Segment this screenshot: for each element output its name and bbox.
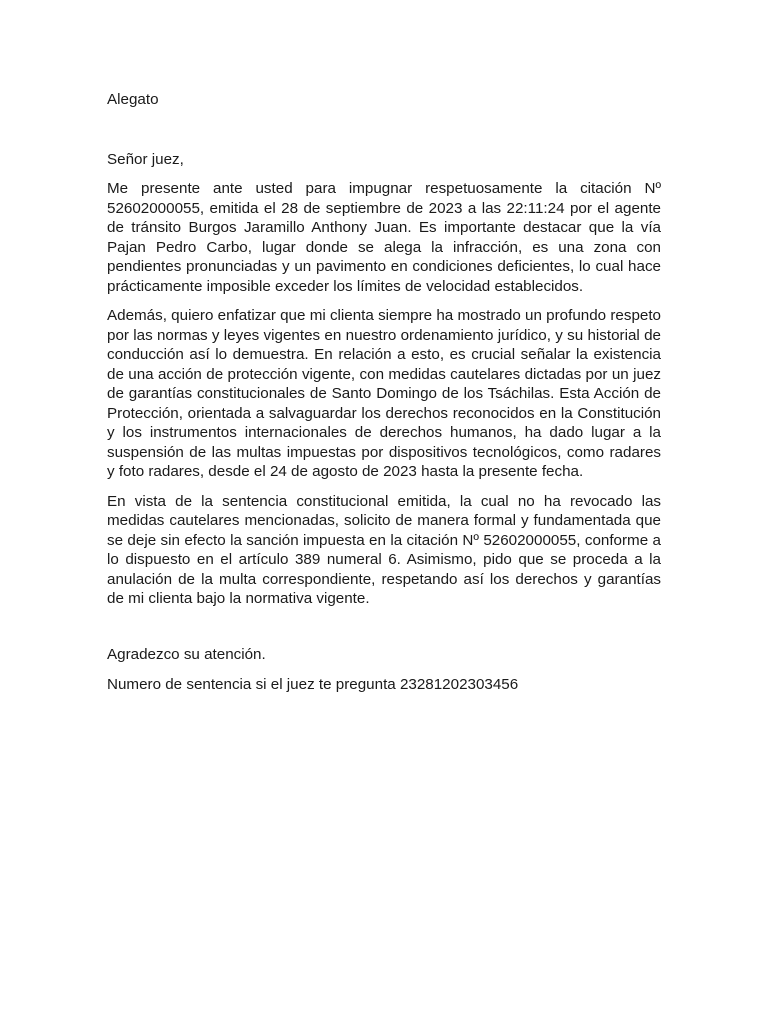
document-body [107,179,661,619]
document-title: Alegato [107,91,159,108]
closing-line: Agradezco su atención. [107,646,266,663]
salutation: Señor juez, [107,151,184,168]
paragraph-request: En vista de la sentencia constitucional emitida, la cual no ha revocado las medidas cautelares mencionadas, solicito de manera formal y fundamentada que se deje sin efecto la sanción impuesta en la citación Nº 52602000055, conforme a lo dispuesto en el artículo 389 numeral 6. Asimismo, pido que se proceda a la anulación de la multa correspondiente, respetando así los derechos y garantías de mi clienta bajo la normativa vigente. [107,492,661,607]
paragraph-citation: Me presente ante usted para impugnar respetuosamente la citación Nº 52602000055, emitida el 28 de septiembre de 2023 a las 22:11:24 por el agente de tránsito Burgos Jaramillo Anthony Juan. Es importante destacar que la vía Pajan Pedro Carbo, lugar donde se alega la infracción, es una zona con pendientes pronunciadas y un pavimento en condiciones deficientes, lo cual hace prácticamente imposible exceder los límites de velocidad establecidos. [107,180,661,295]
sentence-number-note: Numero de sentencia si el juez te pregunta 23281202303456 [107,676,519,693]
document-content [107,90,661,693]
paragraph-protection-action: Además, quiero enfatizar que mi clienta siempre ha mostrado un profundo respeto por las normas y leyes vigentes en nuestro ordenamiento jurídico, y su historial de conducción así lo demuestra. En relación a esto, es crucial señalar la existencia de una acción de protección vigente, con medidas cautelares dictadas por un juez de garantías constitucionales de Santo Domingo de los Tsáchilas. Esta Acción de Protección, orientada a salvaguardar los derechos reconocidos en la Constitución y los instrumentos internacionales de derechos humanos, ha dado lugar a la suspensión de las multas impuestas por dispositivos tecnológicos, como radares y foto radares, desde el 24 de agosto de 2023 hasta la presente fecha. [107,307,661,480]
